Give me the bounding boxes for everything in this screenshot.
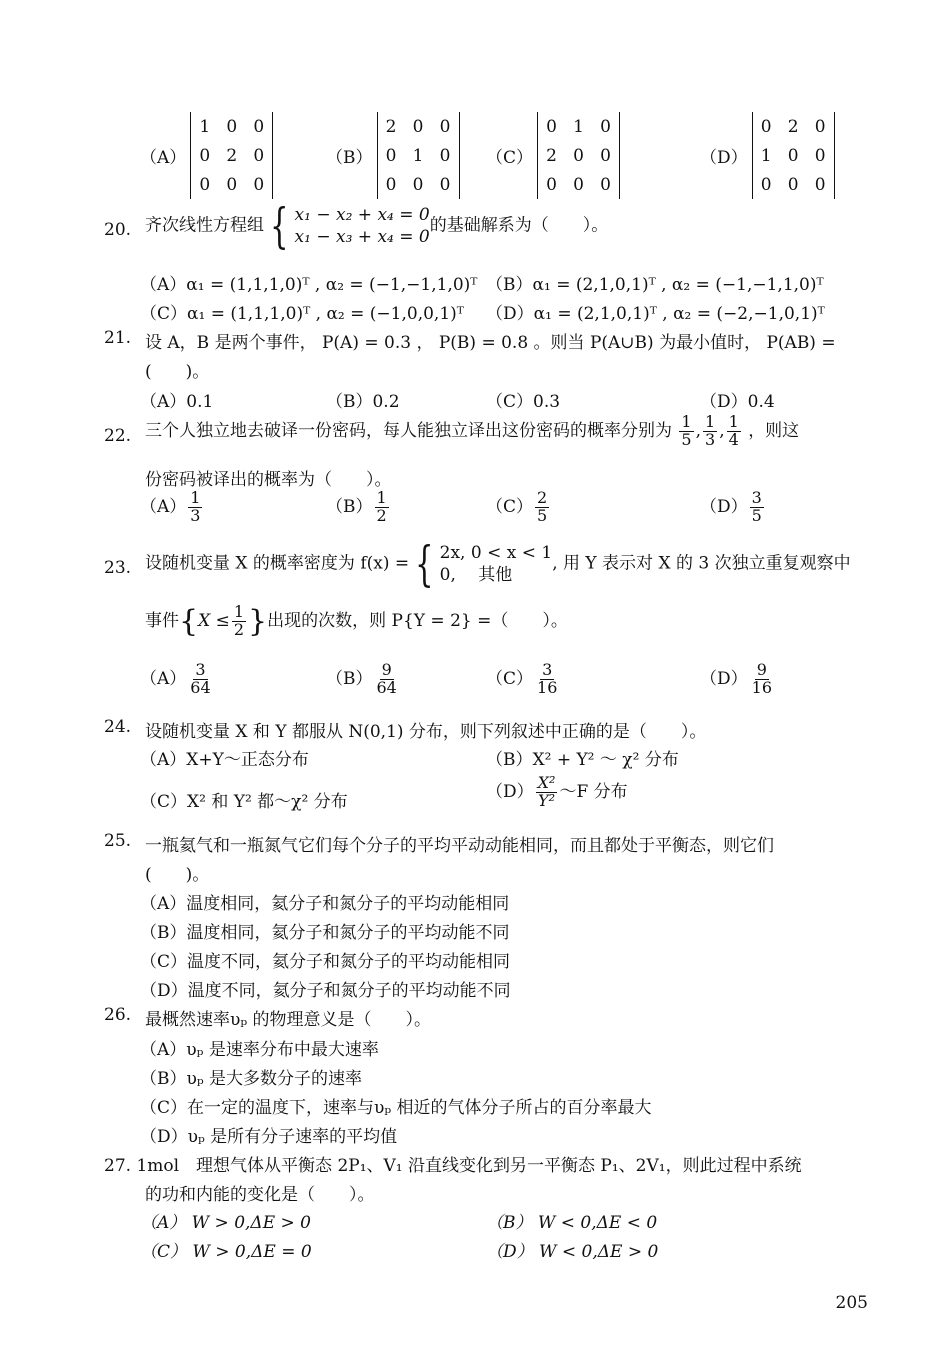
q27-stem-line1: 27. 1mol 理想气体从平衡态 2P₁、V₁ 沿直线变化到另一平衡态 P₁、2V₁，则此过程中系统 xyxy=(104,1156,802,1176)
fraction xyxy=(750,490,764,525)
matrix-cell: 0 xyxy=(253,116,265,137)
page-number: 205 xyxy=(835,1293,868,1313)
q25-option-b: （B）温度相同，氦分子和氮分子的平均动能不同 xyxy=(140,923,510,943)
fraction xyxy=(727,414,741,449)
option-label: （B） xyxy=(326,496,373,517)
q25-option-c: （C）温度不同，氦分子和氮分子的平均动能相同 xyxy=(140,952,511,972)
numerator: 1 xyxy=(190,488,201,507)
matrix-cell: 0 xyxy=(253,174,265,195)
q24-option-d xyxy=(486,775,628,810)
q26-stem: 最概然速率υₚ 的物理意义是（ ）。 xyxy=(145,1010,432,1030)
numerator: 3 xyxy=(195,660,206,679)
right-brace: } xyxy=(248,604,268,639)
option-label: （C） xyxy=(486,496,534,517)
matrix-cell: 0 xyxy=(199,174,211,195)
equation: x₁ − x₃ + x₄ = 0 xyxy=(294,227,430,247)
fraction xyxy=(188,662,212,697)
q25-stem-line2: ( )。 xyxy=(145,865,210,885)
q24-option-b: （B）X² + Y² ～ χ² 分布 xyxy=(486,750,679,770)
question-number: 23. xyxy=(104,558,132,578)
q21-option-c: （C）0.3 xyxy=(486,392,561,412)
denominator: 16 xyxy=(751,677,772,697)
numerator: 3 xyxy=(542,660,553,679)
numerator: X² xyxy=(537,773,556,792)
matrix-cell: 0 xyxy=(573,174,584,195)
numerator: 1 xyxy=(376,488,387,507)
q24-option-c: （C）X² 和 Y² 都～χ² 分布 xyxy=(140,792,348,812)
q19-option-c xyxy=(486,112,620,199)
matrix xyxy=(377,112,460,199)
matrix-cell: 0 xyxy=(814,116,826,137)
q25-option-d: （D）温度不同，氦分子和氮分子的平均动能不同 xyxy=(140,981,511,1001)
matrix-cell: 0 xyxy=(760,174,772,195)
matrix-cell: 0 xyxy=(385,174,397,195)
q20-option-b: （B）α₁ = (2,1,0,1)ᵀ , α₂ = (−1,−1,1,0)ᵀ xyxy=(486,275,824,295)
q22-option-b xyxy=(326,490,391,525)
denominator: 16 xyxy=(537,677,558,697)
denominator: 2 xyxy=(376,505,387,525)
option-label: （D） xyxy=(700,496,748,517)
q23-option-c xyxy=(486,662,561,697)
matrix-cell: 0 xyxy=(439,174,451,195)
q26-option-d: （D）υₚ 是所有分子速率的平均值 xyxy=(140,1127,398,1147)
numerator: 1 xyxy=(728,412,739,431)
matrix-cell: 2 xyxy=(787,116,799,137)
piecewise-cases xyxy=(440,542,553,586)
matrix-cell: 0 xyxy=(814,174,826,195)
q27-option-a: （A） W > 0,ΔE > 0 xyxy=(140,1213,311,1233)
q26-option-a: （A）υₚ 是速率分布中最大速率 xyxy=(140,1040,379,1060)
q23-option-a xyxy=(140,662,215,697)
denominator: 3 xyxy=(190,505,201,525)
q27-option-c: （C） W > 0,ΔE = 0 xyxy=(140,1242,312,1262)
matrix-cell: 0 xyxy=(199,145,211,166)
stem-text: 出现的次数，则 P{Y = 2} =（ ）。 xyxy=(267,611,568,631)
fraction xyxy=(535,662,559,697)
matrix-cell: 2 xyxy=(385,116,397,137)
stem-text: 三个人独立地去破译一份密码，每人能独立译出这份密码的概率分别为 xyxy=(145,420,672,441)
equation: x₁ − x₂ + x₄ = 0 xyxy=(294,205,430,225)
brace: { xyxy=(415,536,434,592)
matrix-cell: 0 xyxy=(814,145,826,166)
question-number: 20. xyxy=(104,220,132,240)
q26-option-c: （C）在一定的温度下，速率与υₚ 相近的气体分子所占的百分率最大 xyxy=(140,1098,652,1118)
option-text: ～F 分布 xyxy=(559,781,628,802)
option-label: （C） xyxy=(486,148,534,168)
brace: { xyxy=(270,198,289,254)
fraction xyxy=(375,662,399,697)
matrix-cell: 0 xyxy=(787,174,799,195)
fraction xyxy=(232,604,246,639)
q22-option-c xyxy=(486,490,551,525)
q27-stem-line2: 的功和内能的变化是（ ）。 xyxy=(145,1185,375,1205)
q23-option-b xyxy=(326,662,401,697)
option-label: （B） xyxy=(326,668,373,689)
numerator: 1 xyxy=(681,412,692,431)
q19-option-d xyxy=(700,112,835,199)
denominator: 5 xyxy=(537,505,548,525)
fraction xyxy=(188,490,202,525)
q20-stem xyxy=(145,198,609,254)
q24-stem: 设随机变量 X 和 Y 都服从 N(0,1) 分布，则下列叙述中正确的是（ ）。 xyxy=(145,722,707,742)
q22-option-a xyxy=(140,490,204,525)
q26-option-b: （B）υₚ 是大多数分子的速率 xyxy=(140,1069,363,1089)
question-number: 25. xyxy=(104,831,132,851)
equation-system xyxy=(295,204,430,248)
q27-option-d: （D） W < 0,ΔE > 0 xyxy=(486,1242,659,1262)
numerator: 2 xyxy=(537,488,548,507)
q25-option-a: （A）温度相同，氦分子和氮分子的平均动能相同 xyxy=(140,894,510,914)
matrix-cell: 0 xyxy=(600,116,611,137)
matrix-cell: 0 xyxy=(546,116,557,137)
option-label: （D） xyxy=(700,668,748,689)
option-label: （C） xyxy=(486,668,534,689)
stem-text: 齐次线性方程组 xyxy=(145,215,264,236)
q19-option-a xyxy=(140,112,273,199)
matrix-cell: 0 xyxy=(226,174,238,195)
question-number: 24. xyxy=(104,717,132,737)
matrix-cell: 0 xyxy=(412,174,424,195)
q21-option-a: （A）0.1 xyxy=(140,392,214,412)
denominator: 4 xyxy=(728,429,739,449)
matrix xyxy=(752,112,835,199)
question-number: 26. xyxy=(104,1005,132,1025)
q20-option-c: （C）α₁ = (1,1,1,0)ᵀ , α₂ = (−1,0,0,1)ᵀ xyxy=(140,304,464,324)
option-label: （A） xyxy=(140,668,187,689)
q23-option-d xyxy=(700,662,776,697)
denominator: 5 xyxy=(751,505,762,525)
question-number: 21. xyxy=(104,328,132,348)
stem-text: ，则这 xyxy=(748,420,800,441)
q25-stem-line1: 一瓶氦气和一瓶氮气它们每个分子的平均平动动能相同，而且都处于平衡态，则它们 xyxy=(145,836,774,856)
fraction xyxy=(535,490,549,525)
left-brace: { xyxy=(179,604,199,639)
q27-option-b: （B） W < 0,ΔE < 0 xyxy=(486,1213,658,1233)
matrix-cell: 0 xyxy=(439,116,451,137)
fraction xyxy=(536,775,558,810)
matrix-cell: 1 xyxy=(199,116,211,137)
option-label: （A） xyxy=(140,496,187,517)
q23-stem-line2 xyxy=(145,604,568,639)
denominator: 64 xyxy=(376,677,397,697)
stem-text: 的基础解系为（ ）。 xyxy=(429,215,609,236)
numerator: 1 xyxy=(705,412,716,431)
q21-option-b: （B）0.2 xyxy=(326,392,400,412)
denominator: 3 xyxy=(705,429,716,449)
stem-text: 设随机变量 X 的概率密度为 f(x) = xyxy=(145,553,410,574)
stem-text: , 用 Y 表示对 X 的 3 次独立重复观察中 xyxy=(552,553,851,574)
numerator: 9 xyxy=(756,660,767,679)
option-label: （A） xyxy=(140,148,187,168)
q20-option-d: （D）α₁ = (2,1,0,1)ᵀ , α₂ = (−2,−1,0,1)ᵀ xyxy=(486,304,825,324)
fraction xyxy=(375,490,389,525)
fraction xyxy=(750,662,774,697)
matrix-cell: 0 xyxy=(546,174,557,195)
matrix-cell: 1 xyxy=(412,145,424,166)
q22-stem-line2: 份密码被译出的概率为（ ）。 xyxy=(145,470,392,490)
denominator: 2 xyxy=(233,620,245,639)
denominator: 64 xyxy=(190,677,211,697)
q21-stem-line1: 设 A，B 是两个事件， P(A) = 0.3 ， P(B) = 0.8 。则当 P(A∪B) 为最小值时， P(AB) = xyxy=(145,333,836,353)
q21-stem-line2: ( )。 xyxy=(145,362,210,382)
matrix-cell: 2 xyxy=(546,145,557,166)
q20-option-a: （A）α₁ = (1,1,1,0)ᵀ , α₂ = (−1,−1,1,0)ᵀ xyxy=(140,275,478,295)
q19-option-b xyxy=(326,112,460,199)
matrix-cell: 0 xyxy=(600,145,611,166)
q22-option-d xyxy=(700,490,766,525)
option-label: （D） xyxy=(700,148,748,168)
matrix-cell: 0 xyxy=(412,116,424,137)
matrix-cell: 0 xyxy=(573,145,584,166)
matrix-cell: 0 xyxy=(600,174,611,195)
matrix-cell: 0 xyxy=(385,145,397,166)
set-expression: X ≤ xyxy=(198,611,230,631)
numerator: 1 xyxy=(233,602,245,622)
q23-stem-line1 xyxy=(145,536,851,592)
denominator: Y² xyxy=(538,790,556,810)
q24-option-a: （A）X+Y～正态分布 xyxy=(140,750,309,770)
matrix-cell: 2 xyxy=(226,145,238,166)
numerator: 3 xyxy=(751,488,762,507)
matrix-cell: 1 xyxy=(573,116,584,137)
matrix-cell: 0 xyxy=(226,116,238,137)
matrix-cell: 0 xyxy=(253,145,265,166)
case: 0, 其他 xyxy=(439,565,513,585)
stem-text: 事件 xyxy=(145,611,179,631)
matrix-cell: 0 xyxy=(439,145,451,166)
fraction xyxy=(703,414,717,449)
matrix xyxy=(537,112,620,199)
matrix-cell: 0 xyxy=(787,145,799,166)
denominator: 5 xyxy=(681,429,692,449)
q22-stem-line1: 三个人独立地去破译一份密码，每人能独立译出这份密码的概率分别为 $\frac{1}{5}$ , $\frac{1}{3}$ , $\frac{1}{4}$ ，则这 xyxy=(145,412,800,449)
option-label: （D） xyxy=(486,781,534,802)
matrix xyxy=(190,112,273,199)
matrix-cell: 0 xyxy=(760,116,772,137)
fraction xyxy=(679,414,693,449)
numerator: 9 xyxy=(381,660,392,679)
question-number: 22. xyxy=(104,426,132,446)
option-label: （B） xyxy=(326,148,373,168)
q21-option-d: （D）0.4 xyxy=(700,392,775,412)
matrix-cell: 1 xyxy=(760,145,772,166)
case: 2x, 0 < x < 1 xyxy=(439,543,553,563)
